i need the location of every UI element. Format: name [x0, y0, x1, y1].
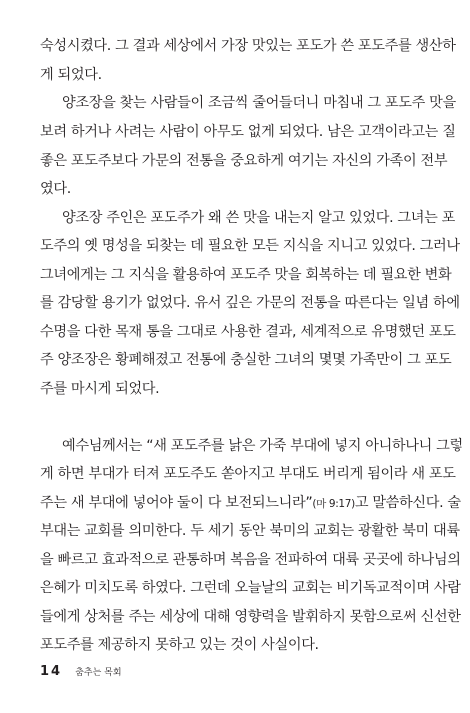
paragraph-1-line-1: 숙성시켰다. 그 결과 세상에서 가장 맛있는 포도가 쓴 포도주를 생산하 [40, 38, 456, 54]
paragraph-4-line-1: 예수님께서는 “새 포도주를 낡은 가죽 부대에 넣지 아니하나니 그렇 [62, 438, 463, 454]
paragraph-2-line-2: 보려 하거나 사려는 사람이 아무도 없게 되었다. 남은 고객이라고는 질 [40, 124, 456, 140]
scripture-reference: (마 9:17) [312, 498, 355, 510]
paragraph-4-line-2: 게 하면 부대가 터져 포도주도 쏟아지고 부대도 버리게 됨이라 새 포도 [40, 466, 456, 482]
paragraph-3-line-2: 도주의 옛 명성을 되찾는 데 필요한 모든 지식을 지니고 있었다. 그러나 [40, 238, 460, 254]
paragraph-3-line-7: 주를 마시게 되었다. [40, 381, 160, 397]
paragraph-4-line-3 [40, 493, 461, 514]
page-number: 14 [40, 664, 63, 679]
paragraph-4-line-4: 부대는 교회를 의미한다. 두 세기 동안 북미의 교회는 광활한 북미 대륙 [40, 523, 460, 539]
paragraph-3-line-1: 양조장 주인은 포도주가 왜 쓴 맛을 내는지 알고 있었다. 그녀는 포 [62, 210, 455, 226]
paragraph-4-line-6: 은혜가 미치도록 하였다. 그런데 오늘날의 교회는 비기독교적이며 사람 [40, 580, 461, 596]
paragraph-2-line-3: 좋은 포도주보다 가문의 전통을 중요하게 여기는 자신의 가족이 전부 [40, 153, 448, 169]
paragraph-2-line-4: 였다. [40, 181, 71, 197]
paragraph-4-line-3-tail: 고 말씀하신다. 술 [354, 495, 461, 511]
paragraph-4-line-7: 들에게 상처를 주는 세상에 대해 영향력을 발휘하지 못함으로써 신선한 [40, 609, 461, 625]
paragraph-2-line-1: 양조장을 찾는 사람들이 조금씩 줄어들더니 마침내 그 포도주 맛을 [62, 95, 456, 111]
paragraph-3-line-4: 를 감당할 용기가 없었다. 유서 깊은 가문의 전통을 따른다는 일념 하에 [40, 295, 460, 311]
paragraph-4-line-3-text: 주는 새 부대에 넣어야 둘이 다 보전되느니라” [40, 495, 313, 511]
paragraph-3-line-5: 수명을 다한 목재 통을 그대로 사용한 결과, 세계적으로 유명했던 포도 [40, 324, 456, 340]
paragraph-3-line-6: 주 양조장은 황폐해졌고 전통에 충실한 그녀의 몇몇 가족만이 그 포도 [40, 352, 452, 368]
paragraph-3-line-3: 그녀에게는 그 지식을 활용하여 포도주 맛을 회복하는 데 필요한 변화 [40, 267, 452, 283]
paragraph-1-line-2: 게 되었다. [40, 67, 102, 83]
paragraph-4-line-8: 포도주를 제공하지 못하고 있는 것이 사실이다. [40, 637, 319, 653]
running-title: 춤추는 목회 [75, 668, 122, 678]
paragraph-4-line-5: 을 빠르고 효과적으로 관통하며 복음을 전파하여 대륙 곳곳에 하나님의 [40, 552, 461, 568]
page-footer [40, 660, 122, 680]
